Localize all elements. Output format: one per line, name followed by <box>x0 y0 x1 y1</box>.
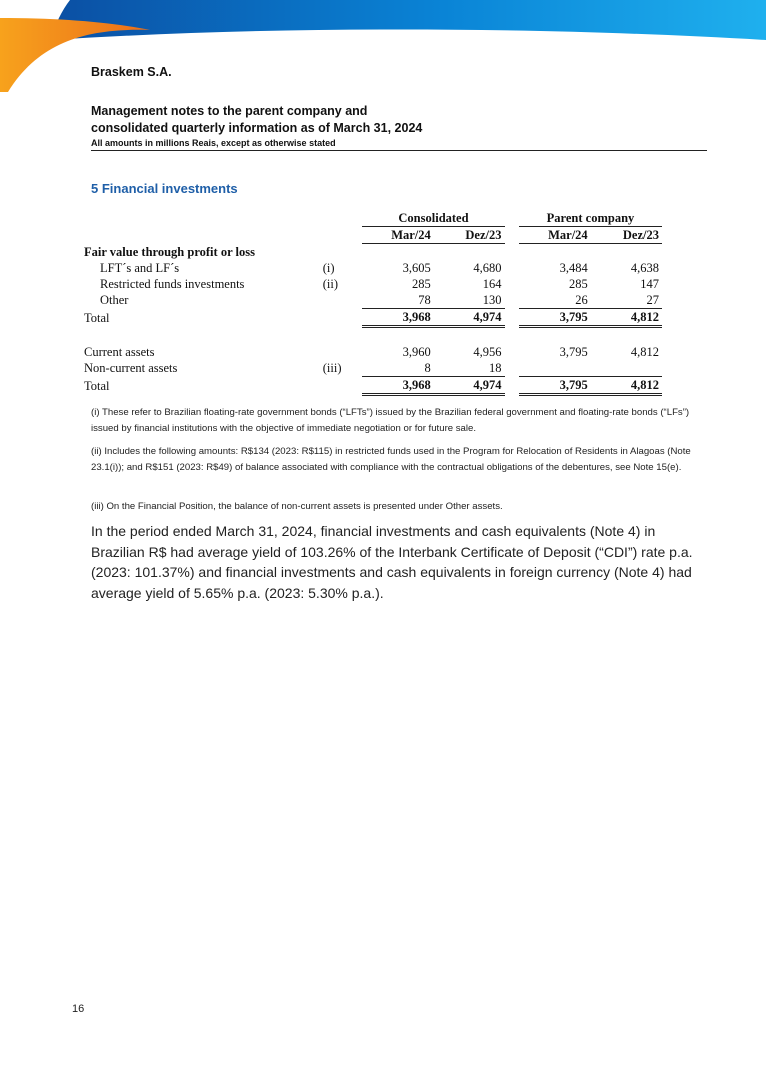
footnote-i: (i) These refer to Brazilian floating-rate government bonds (“LFTs”) issued by the Brazilian federal government and floating-rate bonds (“LFs”) issued by financial institutions with the objective of immediate negotiation or for future sale. <box>91 407 690 434</box>
cell-value: 4,956 <box>473 345 502 359</box>
row-note: (ii) <box>322 277 339 291</box>
cell-value: 285 <box>412 277 431 291</box>
total-value: 3,795 <box>519 377 591 395</box>
row-note <box>320 344 363 360</box>
row-label: LFT´s and LF´s <box>100 261 180 275</box>
units-note: All amounts in millions Reais, except as otherwise stated <box>91 138 336 148</box>
row-label: Restricted funds investments <box>100 277 245 291</box>
total-value: 4,812 <box>591 309 662 327</box>
report-title-line2: consolidated quarterly information as of March 31, 2024 <box>91 121 423 135</box>
cell-value: 3,795 <box>559 345 588 359</box>
column-header-row <box>81 227 662 244</box>
row-note: (i) <box>322 261 335 275</box>
financial-investments-table <box>81 210 662 396</box>
cell-value: 3,960 <box>402 345 431 359</box>
table-row <box>81 260 662 276</box>
total-value: 3,795 <box>519 309 591 327</box>
row-note <box>320 292 363 309</box>
group-header-row <box>81 210 662 227</box>
cell-value: 4,680 <box>473 261 502 275</box>
cell-value: 8 <box>362 360 433 377</box>
header-banner <box>0 0 766 95</box>
cell-value: 78 <box>362 292 433 309</box>
cell-value: 26 <box>519 292 591 309</box>
footnote-ii: (ii) Includes the following amounts: R$134 (2023: R$115) in restricted funds used in the Program for Relocation of Residents in Alagoas (Note 23.1(i)); and R$151 (2023: R$49) of balance associated with compliance with the contractual obligations of the debentures, see Note 15(e). <box>91 446 691 473</box>
fvtpl-heading-row <box>81 244 662 261</box>
total-value: 4,974 <box>434 377 505 395</box>
total-value: 4,812 <box>591 377 662 395</box>
table-row <box>81 292 662 309</box>
section-title: 5 Financial investments <box>91 181 238 196</box>
group-consolidated: Consolidated <box>362 210 504 227</box>
group-parent-company: Parent company <box>519 210 662 227</box>
col-header-parent-mar24: Mar/24 <box>519 227 591 244</box>
total-value: 4,974 <box>434 309 505 327</box>
cell-value <box>519 360 591 377</box>
cell-value: 18 <box>434 360 505 377</box>
cell-value: 3,605 <box>402 261 431 275</box>
cell-value: 3,484 <box>559 261 588 275</box>
footnote-iii: (iii) On the Financial Position, the balance of non-current assets is presented under Other assets. <box>91 501 503 512</box>
col-header-cons-mar24: Mar/24 <box>362 227 433 244</box>
row-label: Other <box>100 293 129 308</box>
header-divider <box>91 150 707 151</box>
cell-value: 164 <box>482 277 502 291</box>
page-number: 16 <box>72 1003 85 1015</box>
current-assets-row <box>81 344 662 360</box>
cell-value: 4,638 <box>630 261 659 275</box>
row-note: (iii) <box>322 361 342 376</box>
col-header-parent-dez23: Dez/23 <box>591 227 662 244</box>
cell-value: 285 <box>568 277 588 291</box>
spacer-row <box>81 327 662 345</box>
fvtpl-heading: Fair value through profit or loss <box>84 244 255 259</box>
cell-value: 27 <box>591 292 662 309</box>
col-header-cons-dez23: Dez/23 <box>434 227 505 244</box>
yield-paragraph: In the period ended March 31, 2024, financial investments and cash equivalents (Note 4) in Brazilian R$ had average yield of 103.26% of the Interbank Certificate of Deposit (“CDI”) rate p.a. (2023: 101.37%) and financial investments and cash equivalents in foreign currency (Note 4) had average yield of 5.65% p.a. (2023: 5.30% p.a.). <box>91 523 693 601</box>
company-name: Braskem S.A. <box>91 65 172 79</box>
cell-value: 4,812 <box>630 345 659 359</box>
total-value: 3,968 <box>362 377 433 395</box>
total-row <box>81 377 662 395</box>
table-row <box>81 276 662 292</box>
total-label: Total <box>84 378 110 393</box>
total-row <box>81 309 662 327</box>
row-label: Current assets <box>84 345 155 359</box>
total-label: Total <box>84 310 110 325</box>
cell-value: 130 <box>434 292 505 309</box>
total-value: 3,968 <box>362 309 433 327</box>
cell-value <box>591 360 662 377</box>
non-current-assets-row <box>81 360 662 377</box>
cell-value: 147 <box>640 277 659 291</box>
report-title-line1: Management notes to the parent company and <box>91 104 368 118</box>
row-label: Non-current assets <box>84 361 178 376</box>
